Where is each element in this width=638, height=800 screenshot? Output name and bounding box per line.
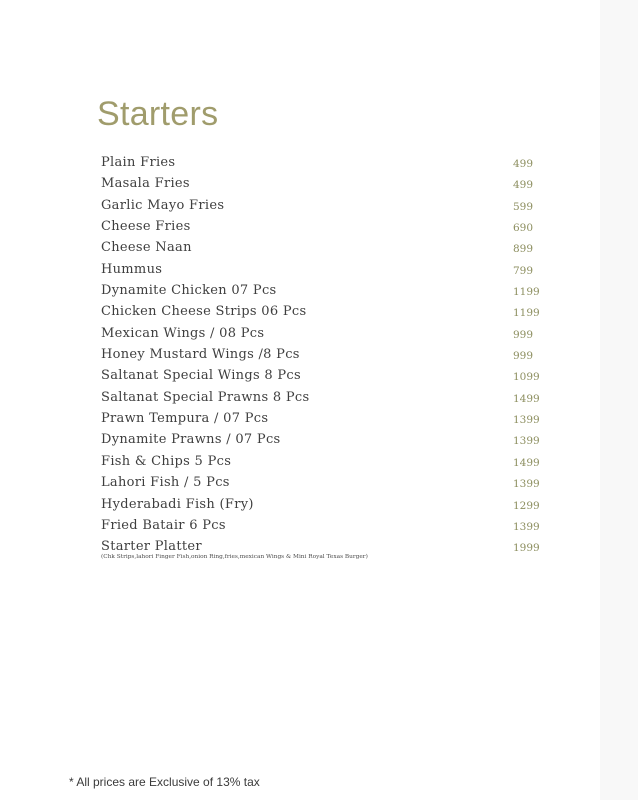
menu-item (101, 452, 540, 473)
menu-item-name: Fried Batair 6 Pcs (101, 517, 226, 533)
menu-item-note: (Chk Strips,lahori Finger Fish,onion Ring,fries,mexican Wings & Mini Royal Texas Burger) (101, 554, 368, 561)
menu-item (101, 388, 540, 409)
menu-item-price: 1199 (513, 307, 540, 320)
menu-item (101, 153, 540, 174)
menu-item-name: Dynamite Chicken 07 Pcs (101, 283, 277, 299)
menu-item-name: Saltanat Special Wings 8 Pcs (101, 368, 301, 384)
menu-item-name: Dynamite Prawns / 07 Pcs (101, 432, 281, 448)
menu-list (101, 153, 540, 559)
menu-item-name: Cheese Fries (101, 219, 191, 235)
menu-item (101, 217, 540, 238)
menu-item-price: 1499 (513, 392, 540, 405)
menu-item-name: Prawn Tempura / 07 Pcs (101, 411, 269, 427)
menu-item (101, 302, 540, 323)
menu-item-price: 899 (513, 243, 534, 256)
menu-item-name: Garlic Mayo Fries (101, 197, 225, 213)
menu-item-price: 1299 (513, 499, 540, 512)
menu-item-price: 1399 (513, 478, 540, 491)
menu-item (101, 238, 540, 259)
menu-item-price: 690 (513, 222, 534, 235)
menu-item-name: Hummus (101, 261, 163, 277)
menu-item (101, 537, 540, 561)
menu-item-price: 599 (513, 200, 534, 213)
menu-item (101, 495, 540, 516)
menu-item-price: 799 (513, 264, 534, 277)
menu-item (101, 345, 540, 366)
menu-item-name: Plain Fries (101, 155, 176, 170)
menu-item (101, 174, 540, 195)
menu-item (101, 366, 540, 387)
menu-item-name: Hyderabadi Fish (Fry) (101, 496, 254, 512)
menu-item-price: 1399 (513, 520, 540, 533)
menu-item (101, 473, 540, 494)
menu-item-name: Masala Fries (101, 176, 190, 192)
menu-item-name: Fish & Chips 5 Pcs (101, 453, 232, 469)
page-edge-shade (600, 0, 638, 800)
menu-item-price: 1399 (513, 435, 540, 448)
menu-item (101, 260, 540, 281)
menu-item-price: 999 (513, 328, 534, 341)
menu-item-name: Mexican Wings / 08 Pcs (101, 325, 265, 341)
section-title: Starters (97, 95, 219, 133)
menu-item-price: 1499 (513, 456, 540, 469)
menu-item-price: 1199 (513, 286, 540, 299)
menu-item (101, 516, 540, 537)
menu-item (101, 430, 540, 451)
tax-footnote: * All prices are Exclusive of 13% tax (69, 775, 260, 789)
menu-item (101, 196, 540, 217)
menu-item (101, 324, 540, 345)
menu-item (101, 409, 540, 430)
menu-item-price: 1399 (513, 414, 540, 427)
menu-item-price: 1099 (513, 371, 540, 384)
menu-item-name: Starter Platter (101, 539, 202, 555)
menu-item-price: 999 (513, 350, 534, 363)
menu-item-name: Lahori Fish / 5 Pcs (101, 475, 230, 491)
menu-item (101, 281, 540, 302)
menu-item-price: 499 (513, 179, 534, 192)
menu-item-name: Honey Mustard Wings /8 Pcs (101, 347, 300, 363)
menu-item-price: 1999 (513, 542, 540, 555)
menu-item-name: Cheese Naan (101, 240, 192, 256)
menu-item-name: Saltanat Special Prawns 8 Pcs (101, 389, 310, 405)
menu-item-name: Chicken Cheese Strips 06 Pcs (101, 304, 307, 320)
menu-item-price: 499 (513, 158, 534, 170)
